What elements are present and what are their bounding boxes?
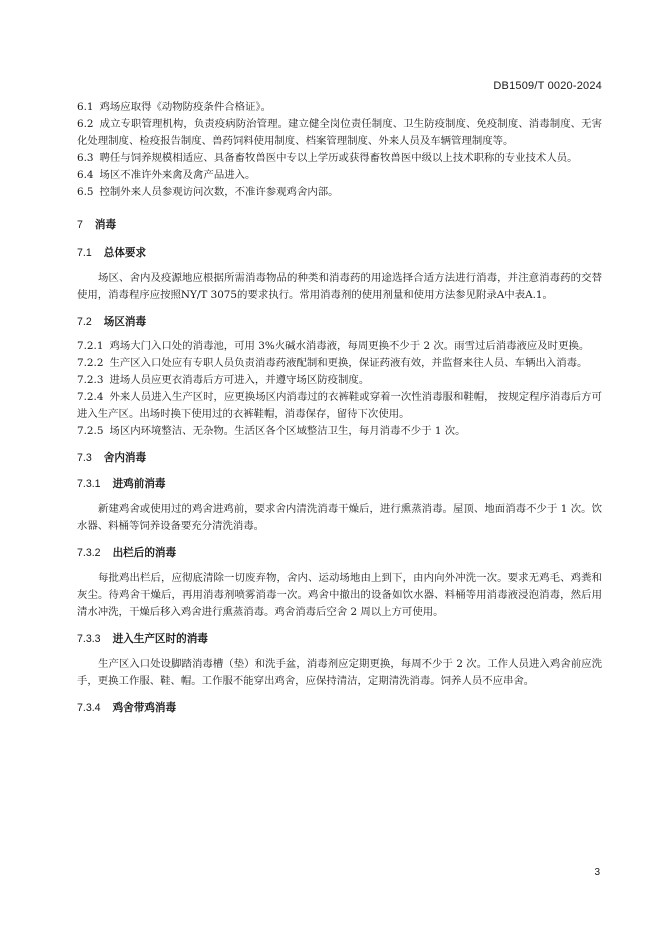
section-number: 7.3.4 — [77, 702, 101, 714]
section-title: 出栏后的消毒 — [112, 547, 177, 559]
clause-number: 6.1 — [77, 101, 94, 113]
clause-number: 7.2.5 — [77, 425, 104, 437]
clause-number: 7.2.1 — [77, 340, 104, 352]
clause-7-2-5 — [77, 423, 602, 440]
section-title: 鸡舍带鸡消毒 — [112, 702, 177, 714]
clause-6-3 — [77, 150, 602, 167]
clause-number: 7.2.2 — [77, 357, 104, 369]
clause-6-5 — [77, 184, 602, 201]
page-number: 3 — [594, 867, 600, 878]
clause-text: 进场人员应更衣消毒后方可进入，并遵守场区防疫制度。 — [109, 374, 370, 386]
document-code: DB1509/T 0020-2024 — [493, 80, 602, 92]
clause-7-2-2 — [77, 355, 602, 372]
clause-text: 鸡场应取得《动物防疫条件合格证》。 — [99, 101, 271, 113]
section-heading-7-3-3 — [77, 631, 602, 648]
section-number: 7.2 — [77, 316, 92, 328]
section-number: 7.3.3 — [77, 633, 101, 645]
clause-number: 6.4 — [77, 169, 94, 181]
clause-6-4 — [77, 167, 602, 184]
section-number: 7.3.1 — [77, 478, 101, 490]
section-number: 7.3.2 — [77, 547, 101, 559]
document-body — [77, 99, 602, 717]
clause-number: 6.2 — [77, 118, 94, 130]
section-heading-7-1 — [77, 245, 602, 262]
section-heading-7-3-4 — [77, 700, 602, 717]
clause-6-2 — [77, 116, 602, 150]
clause-6-1 — [77, 99, 602, 116]
section-title: 舍内消毒 — [103, 452, 147, 464]
paragraph-7-3-3: 生产区入口处设脚踏消毒槽（垫）和洗手盆，消毒剂应定期更换，每周不少于 2 次。工作人员进入鸡舍前应洗手，更换工作服、鞋、帽。工作服不能穿出鸡舍，应保持清洁，定期清洗消毒。饲养人员不应串舍。 — [77, 658, 602, 687]
clause-number: 7.2.4 — [77, 391, 104, 403]
clause-7-2-4 — [77, 389, 602, 423]
section-number: 7.3 — [77, 452, 92, 464]
clause-number: 6.3 — [77, 152, 94, 164]
section-title: 进鸡前消毒 — [112, 478, 166, 490]
clause-number: 6.5 — [77, 186, 94, 198]
section-number: 7.1 — [77, 247, 92, 259]
section-heading-7-3-1 — [77, 476, 602, 493]
clause-text: 场区不准许外来禽及禽产品进入。 — [99, 169, 256, 181]
section-number: 7 — [77, 219, 83, 231]
clause-text: 鸡场大门入口处的消毒池，可用 3%火碱水消毒液，每周更换不少于 2 次。雨雪过后消毒液应及时更换。 — [109, 340, 590, 352]
clause-text: 成立专职管理机构，负责疫病防治管理。建立健全岗位责任制度、卫生防疫制度、免疫制度、消毒制度、无害化处理制度、检疫报告制度、兽药饲料使用制度、档案管理制度、外来人员及车辆管理制度等。 — [77, 118, 602, 147]
section-heading-7-3-2 — [77, 545, 602, 562]
clause-text: 外来人员进入生产区时，应更换场区内消毒过的衣裤鞋或穿着一次性消毒服和鞋帽， 按规定程序消毒后方可进入生产区。出场时换下使用过的衣裤鞋帽，消毒保存，留待下次使用。 — [77, 391, 602, 420]
section-heading-7 — [77, 217, 602, 234]
clause-7-2-3 — [77, 372, 602, 389]
section-heading-7-3 — [77, 450, 602, 467]
paragraph-7-3-2: 每批鸡出栏后，应彻底清除一切废弃物，舍内、运动场地由上到下，由内向外冲洗一次。要求无鸡毛、鸡粪和灰尘。待鸡舍干燥后，再用消毒剂喷雾消毒一次。鸡舍中撤出的设备如饮水器、料桶等用消毒液浸泡消毒，然后用清水冲洗，干燥后移入鸡舍进行熏蒸消毒。鸡舍消毒后空舍 2 周以上方可使用。 — [77, 572, 602, 618]
clause-text: 聘任与饲养规模相适应、具备畜牧兽医中专以上学历或获得畜牧兽医中级以上技术职称的专业技术人员。 — [99, 152, 578, 164]
section-heading-7-2 — [77, 314, 602, 331]
section-title: 总体要求 — [103, 247, 147, 259]
section-title: 进入生产区时的消毒 — [112, 633, 208, 645]
clause-text: 场区内环境整洁、无杂物。生活区各个区域整洁卫生，每月消毒不少于 1 次。 — [109, 425, 466, 437]
section-title: 消毒 — [94, 219, 117, 231]
clause-7-2-1 — [77, 338, 602, 355]
section-title: 场区消毒 — [103, 316, 147, 328]
clause-text: 控制外来人员参观访问次数，不准许参观鸡舍内部。 — [99, 186, 339, 198]
paragraph-7-3-1: 新建鸡舍或使用过的鸡舍进鸡前，要求舍内清洗消毒干燥后，进行熏蒸消毒。屋顶、地面消毒不少于 1 次。饮水器、料桶等饲养设备要充分清洗消毒。 — [77, 503, 602, 532]
paragraph-7-1: 场区、舍内及疫源地应根据所需消毒物品的种类和消毒药的用途选择合适方法进行消毒，并注意消毒药的交替使用，消毒程序应按照NY/T 3075的要求执行。常用消毒剂的使用剂量和使用方法参见附录A中表A.1。 — [77, 272, 602, 301]
clause-number: 7.2.3 — [77, 374, 104, 386]
clause-text: 生产区入口处应有专职人员负责消毒药液配制和更换，保证药液有效，并监督来往人员、车辆出入消毒。 — [109, 357, 588, 369]
